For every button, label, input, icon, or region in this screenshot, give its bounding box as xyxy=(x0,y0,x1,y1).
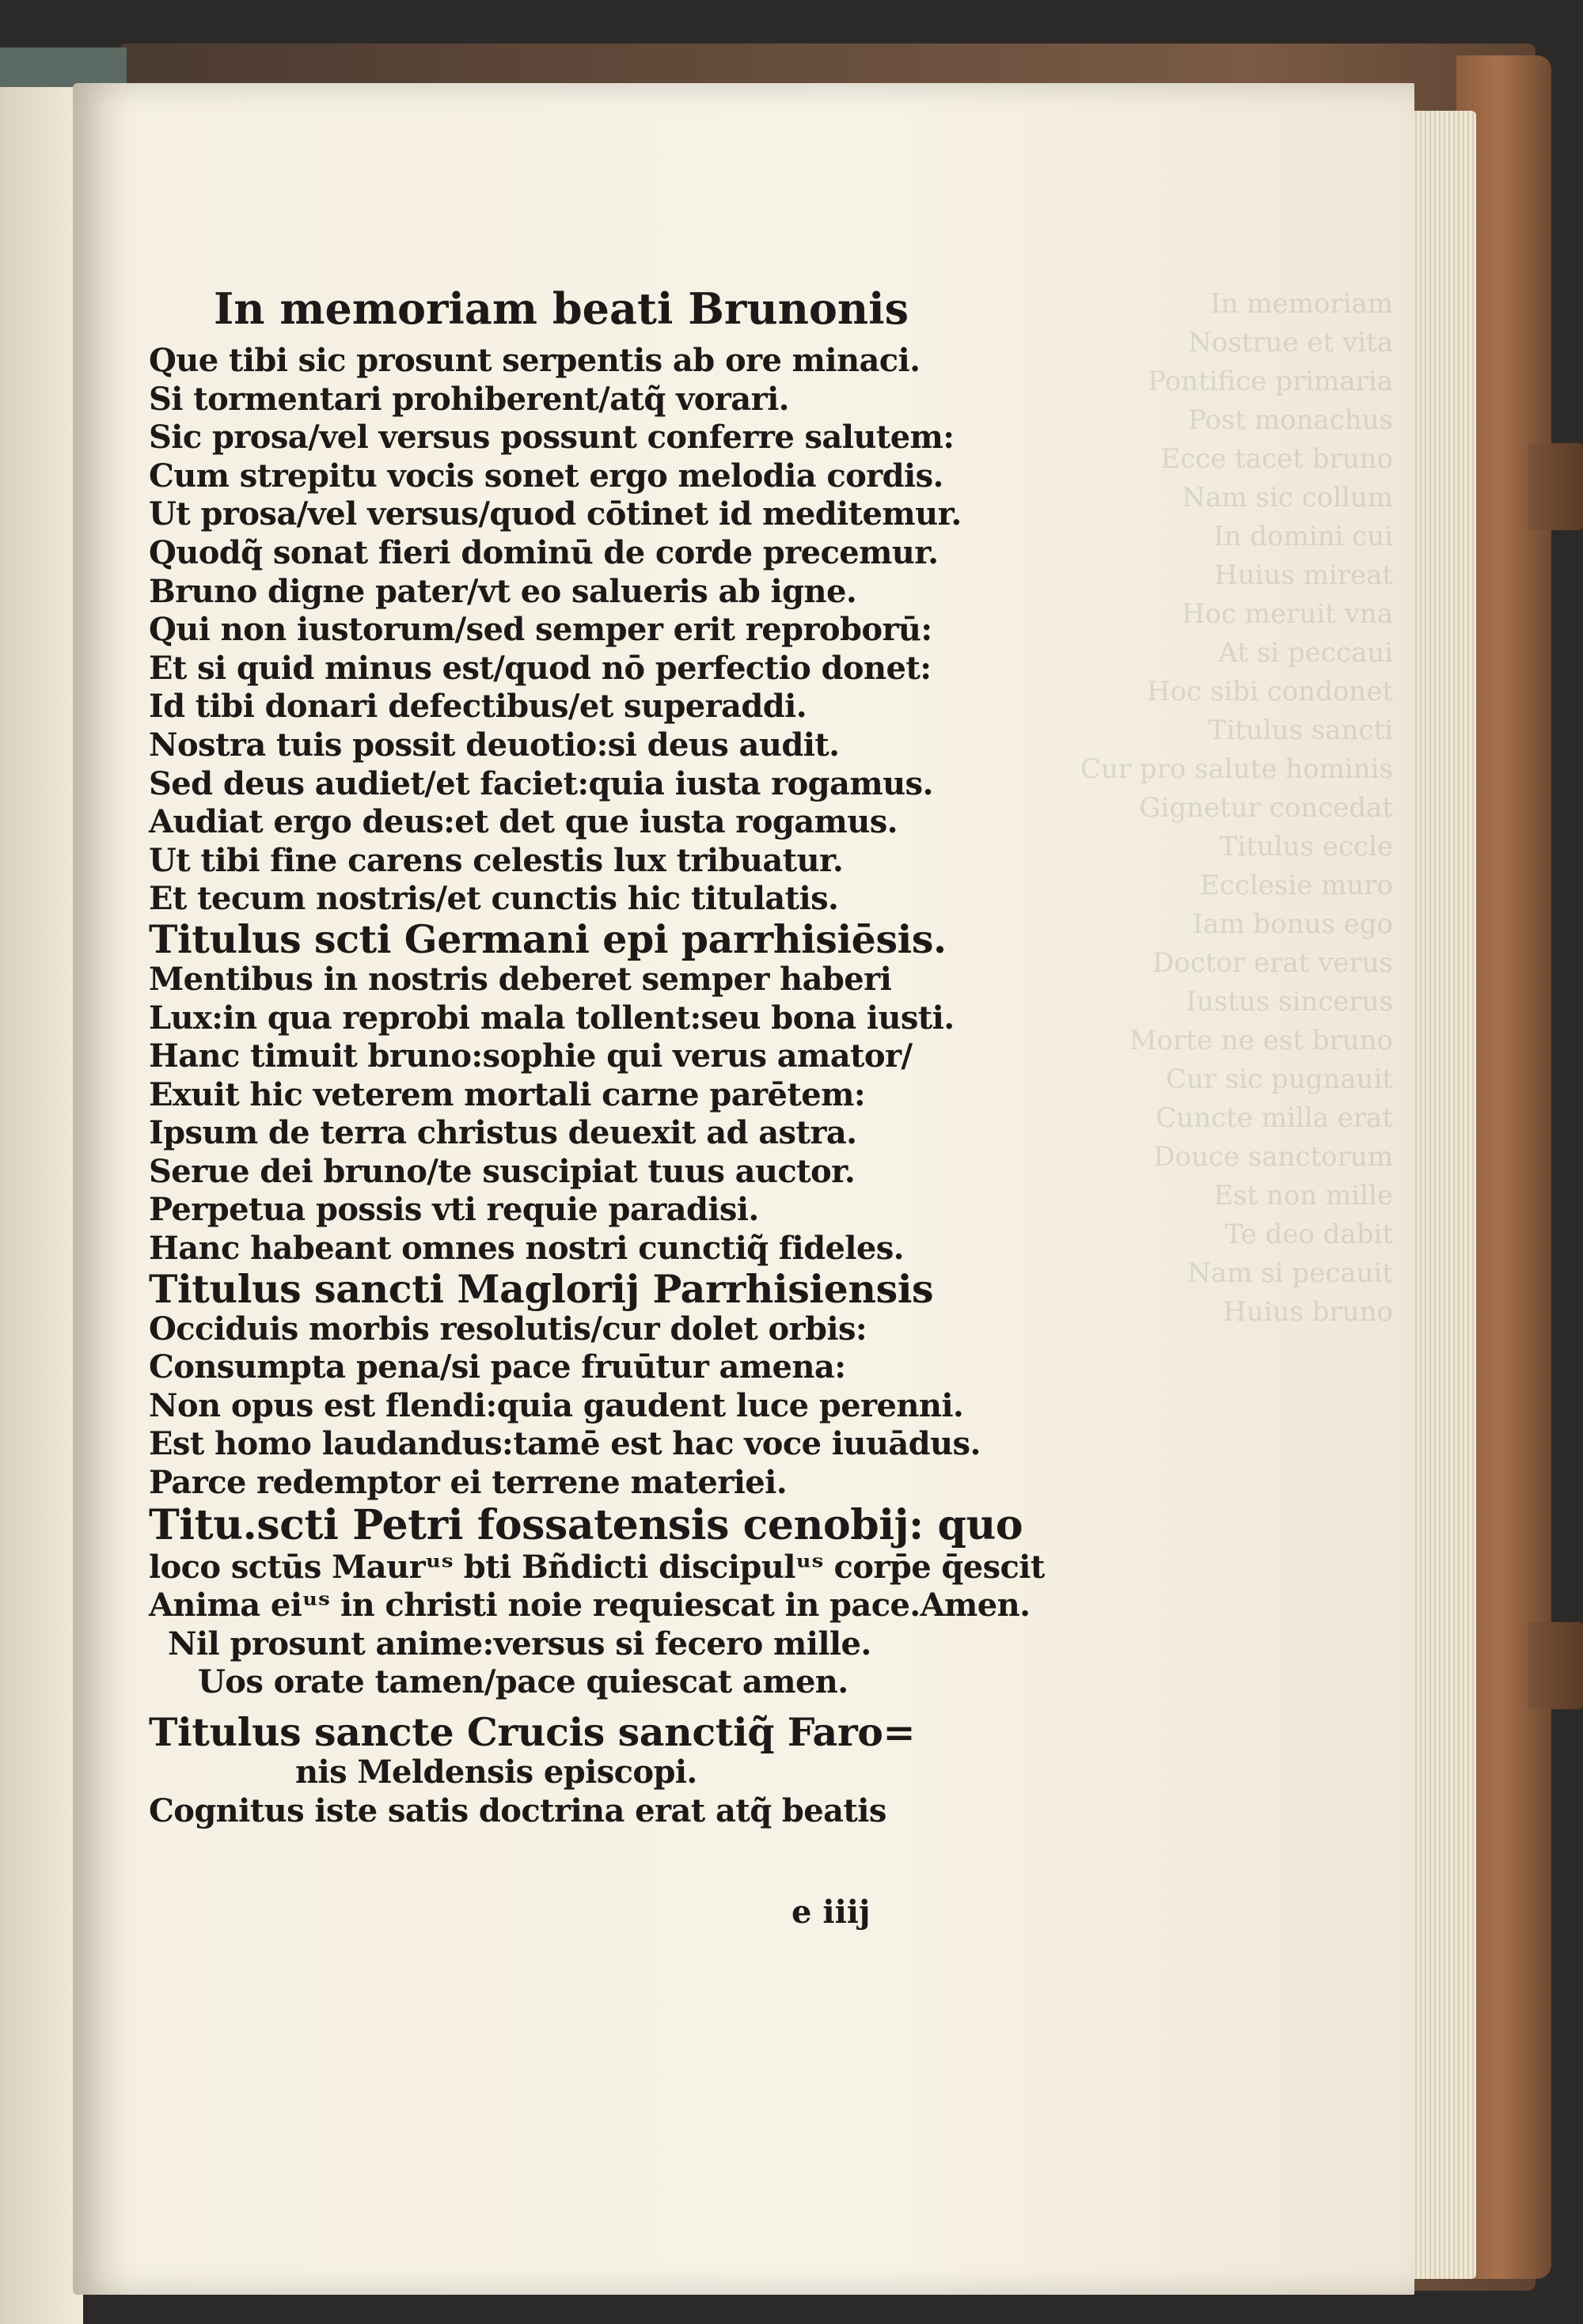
bleed-line: Post monachus xyxy=(1187,404,1393,436)
text-line: Lux:in qua reprobi mala tollent:seu bona iusti. xyxy=(149,999,955,1037)
bleed-line: Est non mille xyxy=(1213,1180,1393,1211)
text-line: Nil prosunt anime:versus si fecero mille. xyxy=(168,1625,871,1662)
bleed-line: Ecce tacet bruno xyxy=(1160,443,1393,475)
text-line: Sic prosa/vel versus possunt conferre salutem: xyxy=(149,419,955,457)
heading-continuation: Anima eiᵘˢ in christi noie requiescat in pace.Amen. xyxy=(149,1587,1031,1625)
page-title: In memoriam beati Brunonis xyxy=(214,283,909,334)
text-line: Bruno digne pater/vt eo salueris ab igne. xyxy=(149,572,857,610)
left-page-edge xyxy=(0,87,83,2324)
bleed-line: Iam bonus ego xyxy=(1192,908,1393,940)
verse-block-2 xyxy=(149,960,955,1268)
clasp-strap-top xyxy=(1528,443,1583,530)
bleed-line: Nam si pecauit xyxy=(1187,1257,1393,1289)
bleed-line: Cur sic pugnauit xyxy=(1165,1063,1393,1095)
text-line: Uos orate tamen/pace quiescat amen. xyxy=(198,1663,848,1701)
text-line: Que tibi sic prosunt serpentis ab ore minaci. xyxy=(149,342,921,379)
page-text xyxy=(149,275,1045,1830)
text-line: Exuit hic veterem mortali carne parētem: xyxy=(149,1075,865,1113)
bleed-line: Titulus sancti xyxy=(1208,715,1393,746)
verse-block-3 xyxy=(149,1310,981,1503)
section-heading-germanus: Titulus scti Germani epi parrhisiēsis. xyxy=(149,916,947,962)
bleed-line: Cuncte milla erat xyxy=(1156,1102,1393,1134)
text-line: Id tibi donari defectibus/et superaddi. xyxy=(149,688,807,726)
text-line: Ut prosa/vel versus/quod cōtinet id meditemur. xyxy=(149,495,962,533)
bleed-line: Iustus sincerus xyxy=(1186,986,1393,1018)
text-line: Perpetua possis vti requie paradisi. xyxy=(149,1191,759,1229)
text-line: Ut tibi fine carens celestis lux tribuatur. xyxy=(149,841,844,879)
text-line: Mentibus in nostris deberet semper haberi xyxy=(149,960,892,998)
bleed-line: Gignetur concedat xyxy=(1139,792,1393,824)
bleed-line: Doctor erat verus xyxy=(1152,947,1393,979)
verse-block-4 xyxy=(149,1625,948,1702)
bleed-line: Hoc sibi condonet xyxy=(1146,676,1393,707)
text-line: Hanc habeant omnes nostri cunctiq̃ fideles. xyxy=(149,1230,904,1268)
text-line: Nostra tuis possit deuotio:si deus audit. xyxy=(149,726,840,764)
text-line: Qui non iustorum/sed semper erit reproborū: xyxy=(149,611,932,649)
text-line: Cum strepitu vocis sonet ergo melodia cordis. xyxy=(149,457,943,495)
text-line: Et tecum nostris/et cunctis hic titulatis. xyxy=(149,880,839,918)
text-line: Quodq̃ sonat fieri dominū de corde precemur. xyxy=(149,533,939,571)
text-line: Occiduis morbis resolutis/cur dolet orbis: xyxy=(149,1310,867,1348)
bleed-line: Pontifice primaria xyxy=(1148,366,1393,397)
text-line: Consumpta pena/si pace fruūtur amena: xyxy=(149,1348,846,1386)
bleed-line: Huius mireat xyxy=(1214,559,1393,591)
clasp-strap-bottom xyxy=(1528,1622,1583,1709)
bleed-through-text xyxy=(950,285,1393,1332)
text-line: Parce redemptor ei terrene materiei. xyxy=(149,1464,788,1502)
text-line: Cognitus iste satis doctrina erat atq̃ beatis xyxy=(149,1791,886,1829)
bleed-line: Cur pro salute hominis xyxy=(1080,753,1393,785)
bleed-line: Nostrue et vita xyxy=(1187,327,1393,358)
text-line: Ipsum de terra christus deuexit ad astra. xyxy=(149,1114,857,1152)
bleed-line: Morte ne est bruno xyxy=(1129,1025,1393,1056)
text-line: Serue dei bruno/te suscipiat tuus auctor. xyxy=(149,1152,856,1190)
text-line: Audiat ergo deus:et det que iusta rogamus. xyxy=(149,803,898,841)
section-heading-sancte-crucis: Titulus sancte Crucis sanctiq̃ Faro= xyxy=(149,1709,916,1755)
bleed-line: In domini cui xyxy=(1213,521,1393,552)
bleed-line: Huius bruno xyxy=(1223,1296,1393,1328)
signature-mark: e iiij xyxy=(792,1894,871,1931)
bleed-line: In memoriam xyxy=(1210,288,1393,320)
section-heading-fossatensis: Titu.scti Petri fossatensis cenobij: quo xyxy=(149,1500,1023,1549)
text-line: Si tormentari prohiberent/atq̃ vorari. xyxy=(149,380,789,418)
text-line: Hanc timuit bruno:sophie qui verus amator/ xyxy=(149,1037,913,1075)
bleed-line: Te deo dabit xyxy=(1224,1219,1393,1250)
section-heading-maglorius: Titulus sancti Maglorij Parrhisiensis xyxy=(149,1265,934,1312)
bleed-line: Titulus eccle xyxy=(1219,831,1393,862)
text-line: Et si quid minus est/quod nō perfectio donet: xyxy=(149,649,932,687)
verse-block-1 xyxy=(149,342,962,919)
bleed-line: Ecclesie muro xyxy=(1199,870,1393,901)
bleed-line: Douce sanctorum xyxy=(1153,1141,1393,1173)
heading-continuation: loco sctūs Maurᵘˢ bti Bñdicti discipulᵘˢ corp̄e q̄escit xyxy=(149,1548,1045,1586)
bleed-line: Nam sic collum xyxy=(1182,482,1393,514)
text-line: Est homo laudandus:tamē est hac voce iuuādus. xyxy=(149,1425,981,1463)
bleed-line: At si peccaui xyxy=(1218,637,1393,669)
text-line: Sed deus audiet/et faciet:quia iusta rogamus. xyxy=(149,764,933,802)
bleed-line: Hoc meruit vna xyxy=(1181,598,1393,630)
text-line: Non opus est flendi:quia gaudent luce perenni. xyxy=(149,1386,964,1424)
heading-continuation: nis Meldensis episcopi. xyxy=(295,1753,697,1791)
